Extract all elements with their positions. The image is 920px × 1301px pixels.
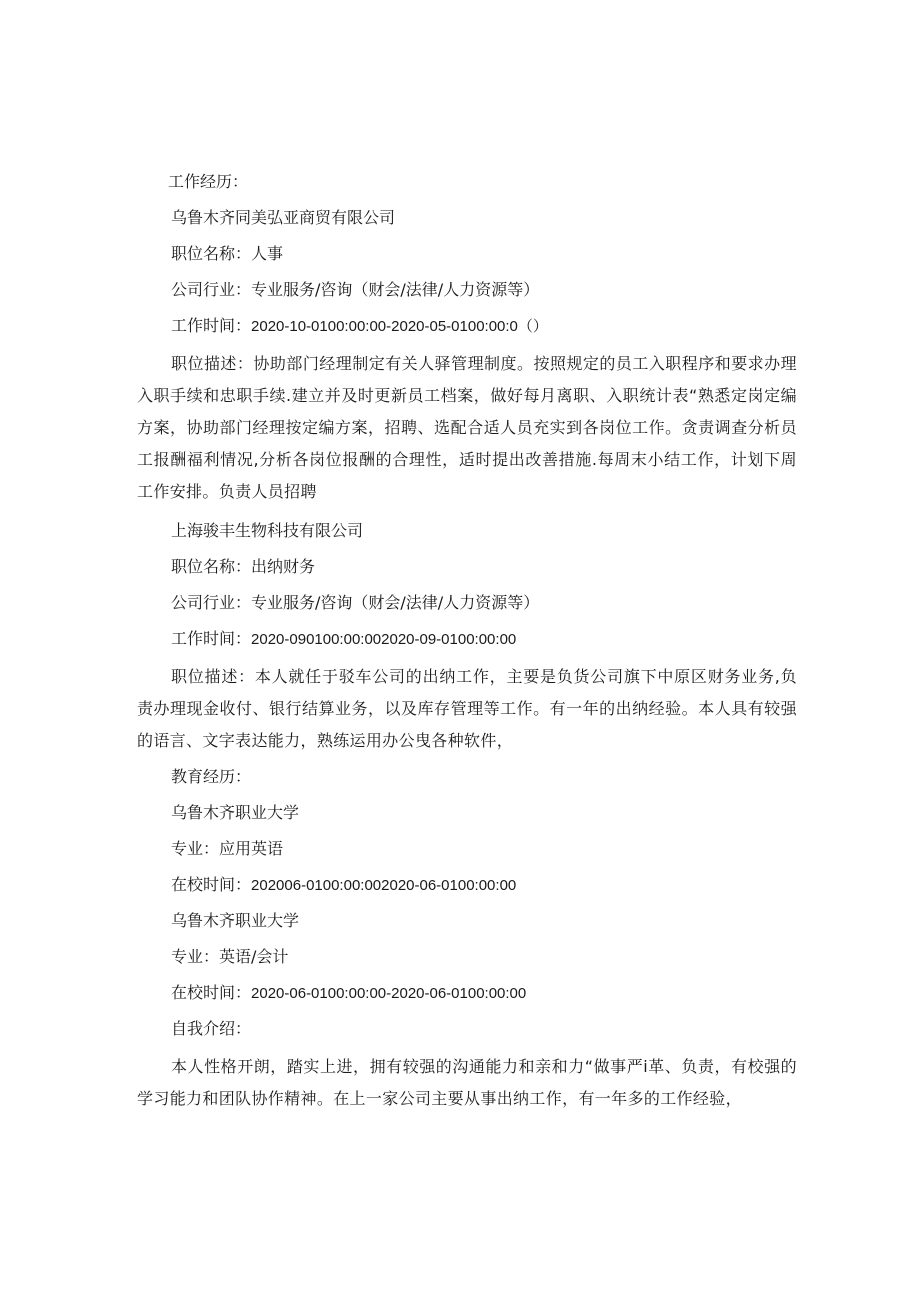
position-value: 出纳财务 (251, 557, 316, 576)
time-value: 2020-06-0100:00:00-2020-06-0100:00:00 (251, 985, 527, 1002)
school-1-major (171, 835, 797, 871)
position-value: 人事 (251, 244, 284, 263)
industry-value: 专业服务/咨询（财会/法律/人力资源等） (251, 280, 540, 299)
job-1-time (171, 312, 797, 348)
job-2-position (171, 553, 797, 589)
job-2-time (171, 625, 797, 661)
school-2-time (171, 979, 797, 1015)
job-2-company: 上海骏丰生物科技有限公司 (171, 521, 364, 540)
time-value: 2020-090100:00:002020-09-0100:00:00 (251, 631, 517, 648)
time-label: 在校时间： (171, 875, 252, 894)
job-1-industry (171, 276, 797, 312)
self-intro-text: 本人性格开朗，踏实上进，拥有较强的沟通能力和亲和力“做事严i革、负责，有校强的学习能力和团队协作精神。在上一家公司主要从事出纳工作，有一年多的工作经验， (137, 1057, 797, 1108)
industry-value: 专业服务/咨询（财会/法律/人力资源等） (251, 593, 540, 612)
industry-label: 公司行业： (171, 593, 252, 612)
time-label: 工作时间： (171, 629, 252, 648)
major-label: 专业： (171, 947, 220, 966)
time-label: 工作时间： (171, 316, 252, 335)
school-1-time (171, 871, 797, 907)
time-label: 在校时间： (171, 983, 252, 1002)
school-1-name: 乌鲁木齐职业大学 (171, 803, 300, 822)
resume-body (137, 168, 797, 1124)
job-1-description: 职位描述：协助部门经理制定有关人驿管理制度。按照规定的员工入职程序和要求办理入职手续和忠职手续.建立并及时更新员工档案，做好每月离职、入职统计表“熟悉定岗定编方案，协助部门经理按定编方案，招聘、选配合适人员充实到各岗位工作。贪责调查分析员工报酬福利情况,分析各岗位报酬的合理性，适时提出改善措施.每周末小结工作，计划下周工作安排。负责人员招聘 (137, 354, 797, 501)
work-experience-heading: 工作经历： (168, 172, 249, 191)
job-1-company: 乌鲁木齐同美弘亚商贸有限公司 (171, 208, 396, 227)
job-1-position (171, 240, 797, 276)
time-value: 202006-0100:00:002020-06-0100:00:00 (251, 877, 517, 894)
major-value: 英语/会计 (219, 947, 289, 966)
position-label: 职位名称： (171, 244, 252, 263)
school-2-name: 乌鲁木齐职业大学 (171, 911, 300, 930)
time-value: 2020-10-0100:00:00-2020-05-0100:00:0（） (251, 318, 548, 335)
major-label: 专业： (171, 839, 220, 858)
position-label: 职位名称： (171, 557, 252, 576)
job-2-industry (171, 589, 797, 625)
self-intro-heading: 自我介绍： (171, 1019, 252, 1038)
major-value: 应用英语 (219, 839, 284, 858)
school-2-major (171, 943, 797, 979)
education-heading: 教育经历： (171, 767, 252, 786)
industry-label: 公司行业： (171, 280, 252, 299)
job-2-description: 职位描述：本人就任于驳车公司的出纳工作，主要是负货公司旗下中原区财务业务,负责办理现金收付、银行结算业务，以及库存管理等工作。有一年的出纳经验。本人具有较强的语言、文字表达能力，熟练运用办公曳各种软件， (137, 667, 797, 750)
